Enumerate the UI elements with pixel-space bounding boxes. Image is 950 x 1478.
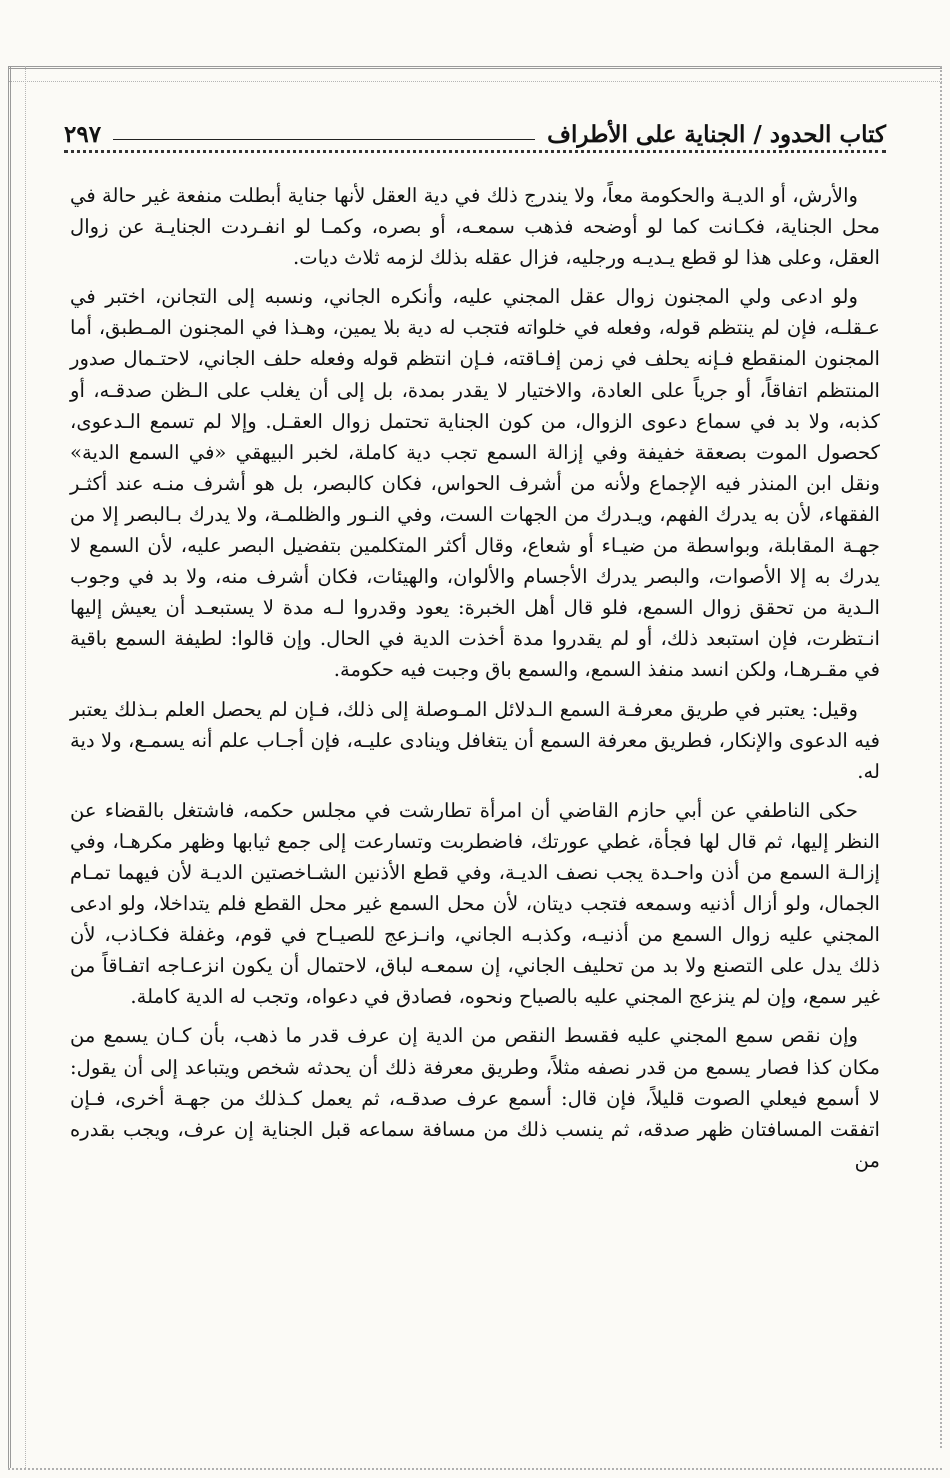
paragraph: ولو ادعى ولي المجنون زوال عقل المجني عليه، وأنكره الجاني، ونسبه إلى التجانن، اختبر في عـقلـه، فإن لم ينتظم قوله، وفعله في خلواته فتجب له دية بلا يمين، وهـذا في المجنون المـطبق، أما المجنون المنقطع فـإنه يحلف في زمن إفـاقته، فـإن انتظم قوله وفعله حلف الجاني، لاحتـمال صدور المنتظم اتفاقاً، أو جرياً على العادة، والاختيار لا يقدر بمدة، بل إلى أن يغلب على الـظن صدقـه، أو كذبه، ولا بد في سماع دعوى الزوال، من كون الجناية تحتمل زوال العقـل. وإلا لم تسمع الـدعوى، كحصول الموت بصعقة خفيفة وفي إزالة السمع تجب دية كاملة، لخبر البيهقي «في السمع الدية» ونقل ابن المنذر فيه الإجماع ولأنه من أشرف الحواس، فكان كالبصر، بل هو أشرف منـه عند أكثـر الفقهاء، لأن به يدرك الفهم، ويـدرك من الجهات الست، وفي النـور والظلمـة، ولا يدرك بـالبصر إلا من جهـة المقابلة، وبواسطة من ضيـاء أو شعاع، وقال أكثر المتكلمين بتفضيل البصر عليه، لأن السمع لا يدرك به إلا الأصوات، والبصر يدرك الأجسام والألوان، والهيئات، فكان أشرف منه، ولا بد في وجوب الـدية من تحقق زوال السمع، فلو قال أهل الخبرة: يعود وقدروا لـه مدة لا يستبعـد أن يعيش إليها انـتظرت، فإن استبعد ذلك، أو لم يقدروا مدة أخذت الدية في الحال. وإن قالوا: لطيفة السمع باقية في مقـرهـا، ولكن انسد منفذ السمع، والسمع باق وجبت فيه حكومة. — [70, 285, 880, 682]
paragraph: وإن نقص سمع المجني عليه فقسط النقص من الدية إن عرف قدر ما ذهب، بأن كـان يسمع من مكان كذا فصار يسمع من قدر نصفه مثلاً، وطريق معرفة ذلك أن يحدثه شخص ويتباعد إلى أن يقول: لا أسمع فيعلي الصوت قليلاً، فإن قال: أسمع عرف صدقـه، ثم يعمل كـذلك من جهـة أخرى، فـإن اتفقت المسافتان ظهر صدقه، ثم ينسب ذلك من مسافة سماعه قبل الجناية إن عرف، ويجب بقدره من — [70, 1024, 880, 1172]
header-dotted-divider — [64, 150, 886, 159]
page-number: ٢٩٧ — [64, 121, 102, 148]
decorative-border-left — [8, 66, 26, 1468]
paragraph: وقيل: يعتبر في طريق معرفـة السمع الـدلائل المـوصلة إلى ذلك، فـإن لم يحصل العلم بـذلك يعتبر فيه الدعوى والإنكار، فطريق معرفة السمع أن يتغافل وينادى عليـه، فإن أجـاب علم أنه يسمـع، ولا دية له. — [70, 697, 880, 783]
paragraph: والأرش، أو الديـة والحكومة معاً، ولا يندرج ذلك في دية العقل لأنها جناية أبطلت منفعة غير حالة في محل الجناية، فكـانت كما لو أوضحه فذهب سمعـه، أو بصره، وكمـا لو انفـردت الجنايـة عن زوال العقل، وعلى هذا لو قطع يـديـه ورجليه، فزال عقله بذلك لزمه ثلاث ديات. — [70, 184, 880, 270]
body-text — [70, 180, 880, 1176]
running-title: كتاب الحدود / الجناية على الأطراف — [547, 121, 886, 148]
decorative-border-top — [8, 66, 942, 82]
decorative-border-right — [932, 66, 942, 1448]
paragraph: حكى الناطفي عن أبي حازم القاضي أن امرأة تطارشت في مجلس حكمه، فاشتغل بالقضاء عن النظر إليها، ثم قال لها فجأة، غطي عورتك، فاضطربت وتسارعت إلى جمع ثيابها وظهر مكرهـا، وفي إزالـة السمع من أذن واحـدة يجب نصف الديـة، وفي قطع الأذنين الشـاخصتين الديـة لأن فيهما تمـام الجمال، ولو أزال أذنيه وسمعه فتجب ديتان، لأن محل السمع غير محل القطع فلم يتداخلا، ولو ادعى المجني عليه زوال السمع من أذنيـه، وكذبـه الجاني، وانـزعج للصيـاح في قوم، وغفلة فكـاذب، لأن ذلك يدل على التصنع ولا بد من تحليف الجاني، إن سمعـه لباق، لاحتمال أن يكون انزعـاجه اتفـاقاً من غير سمع، وإن لم ينزعج المجني عليه بالصياح ونحوه، فصادق في دعواه، وتجب له الدية كاملة. — [70, 798, 880, 1009]
header-rule — [113, 139, 535, 140]
decorative-border-bottom — [8, 1460, 942, 1470]
page-header — [64, 108, 886, 148]
